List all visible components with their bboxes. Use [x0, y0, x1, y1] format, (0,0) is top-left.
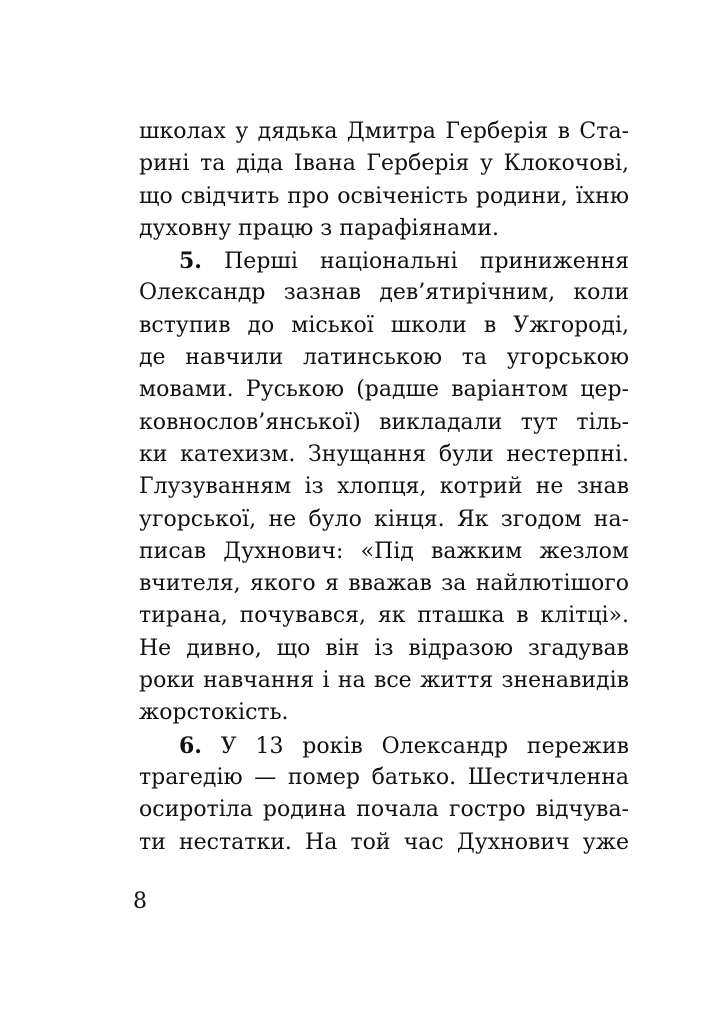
- text-line: Глузуванням із хлопця, котрий не знав: [139, 474, 629, 500]
- paragraph-start-line: [139, 730, 629, 762]
- body-text: [139, 116, 629, 859]
- text-line-content: У 13 років Олександр пережив: [220, 733, 629, 759]
- text-line: осиротіла родина почала гостро відчува-: [139, 797, 629, 823]
- text-line: Олександр зазнав дев’ятирічним, коли: [139, 280, 629, 306]
- text-line: жорстокість.: [139, 700, 289, 726]
- text-line: де навчили латинською та угорською: [139, 345, 629, 371]
- text-line: духовну працю з парафіянами.: [139, 215, 499, 241]
- text-line: трагедію — помер батько. Шестичленна: [139, 764, 629, 790]
- text-line: писав Духнович: «Під важким жезлом: [139, 538, 629, 564]
- text-line: мовами. Руською (радше варіантом цер-: [139, 377, 629, 403]
- text-line: ти нестатки. На той час Духнович уже: [139, 829, 629, 855]
- text-line: що свідчить про освіченість родини, їхню: [139, 183, 629, 209]
- text-line: ки катехизм. Знущання були нестерпні.: [139, 441, 629, 467]
- text-line: рині та діда Івана Герберія у Клокочові,: [139, 151, 629, 177]
- paragraph-start-line: [139, 245, 629, 277]
- text-line: школах у дядька Дмитра Герберія в Ста-: [139, 119, 629, 144]
- page-number: 8: [133, 889, 147, 914]
- paragraph-number: 5.: [179, 248, 202, 275]
- text-line: угорської, не було кінця. Як згодом на-: [139, 506, 629, 532]
- text-line: вступив до міської школи в Ужгороді,: [139, 312, 629, 338]
- text-line: роки навчання і на все життя зненавидів: [139, 668, 629, 694]
- paragraph-number: 6.: [179, 732, 202, 759]
- text-line: тирана, почувався, як пташка в клітці».: [139, 603, 629, 629]
- text-line: ковнослов’янської) викладали тут тіль-: [139, 409, 629, 435]
- text-line: вчителя, якого я вважав за найлютішого: [139, 571, 629, 597]
- text-line-content: Перші національні приниження: [224, 249, 629, 275]
- text-line: Не дивно, що він із відразою згадував: [139, 635, 629, 661]
